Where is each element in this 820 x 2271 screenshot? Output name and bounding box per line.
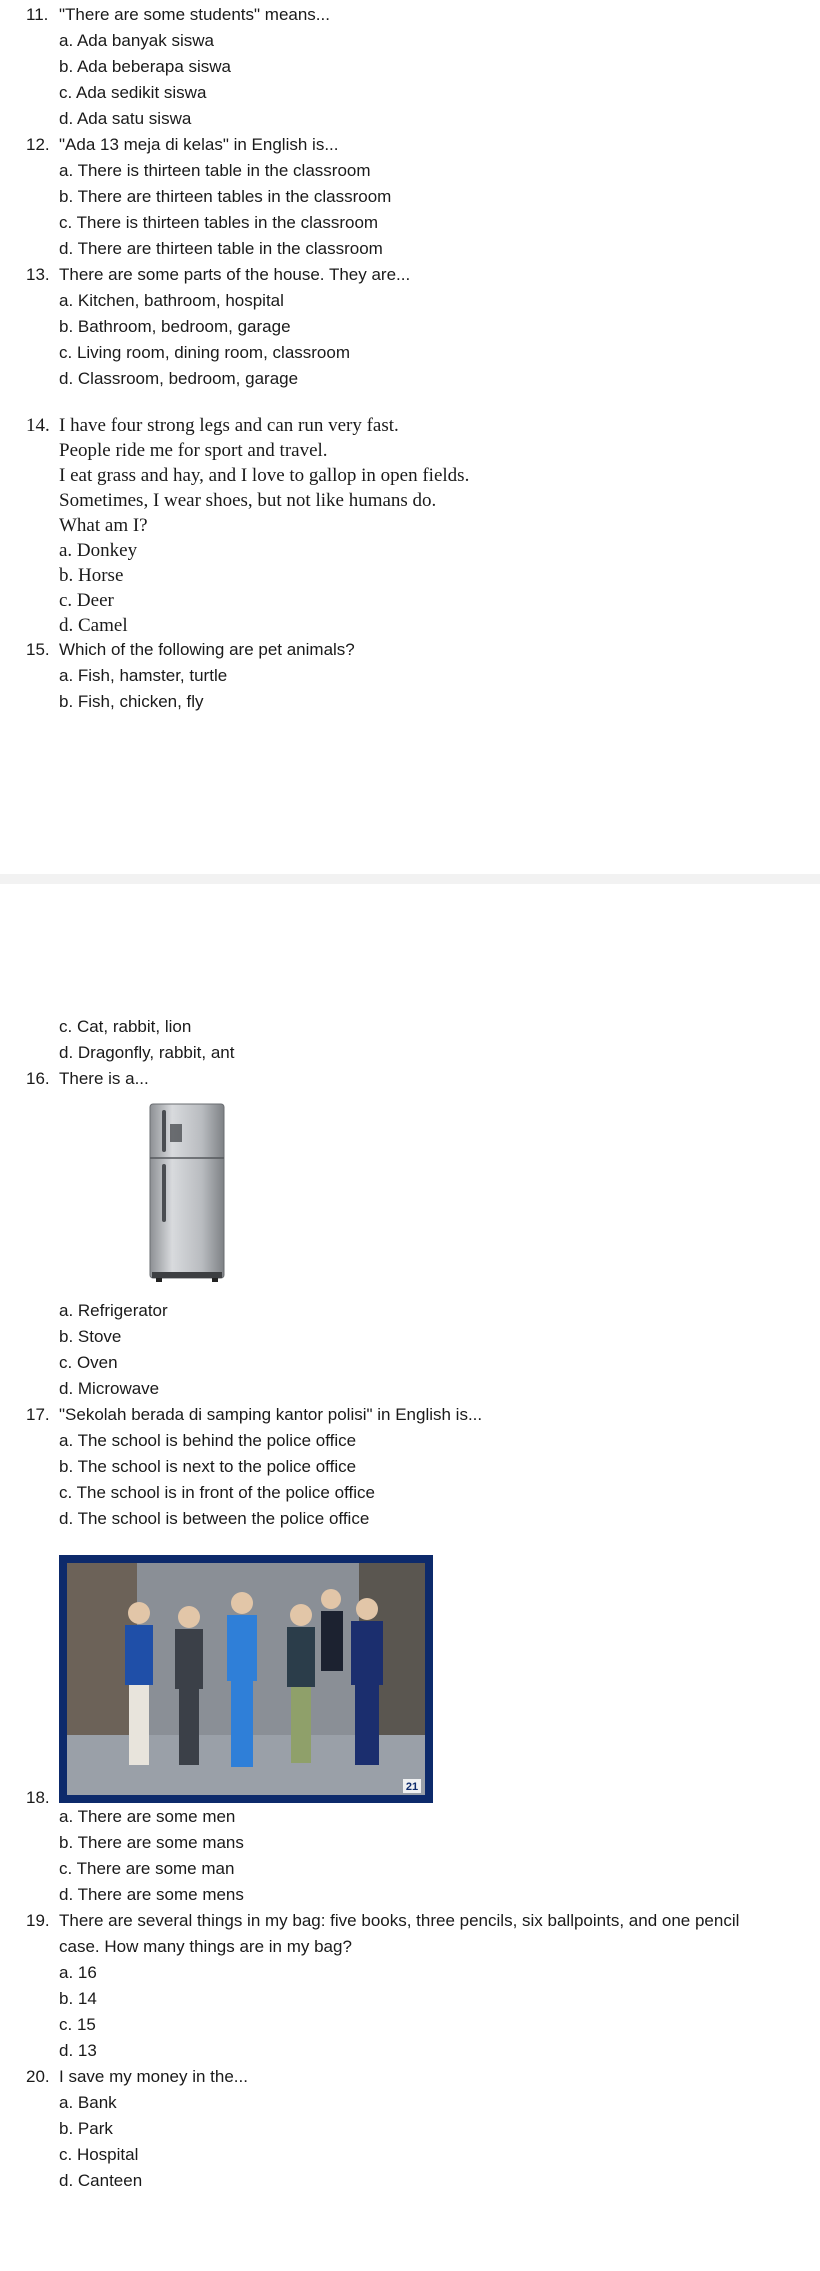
question-number: 17. [26,1405,50,1424]
option-16b: b. Stove [59,1327,122,1346]
option-13d: d. Classroom, bedroom, garage [59,369,299,388]
option-19d: d. 13 [59,2041,97,2060]
refrigerator-image [146,1102,228,1284]
option-16d: d. Microwave [59,1379,160,1398]
option-18b: b. There are some mans [59,1833,244,1852]
question-15-text: Which of the following are pet animals? [59,640,355,659]
option-11c: c. Ada sedikit siswa [59,83,207,102]
option-15b: b. Fish, chicken, fly [59,692,204,711]
question-number: 12. [26,135,50,154]
riddle-line-5: What am I? [59,515,148,536]
option-14a: a. Donkey [59,540,138,561]
riddle-line-2: People ride me for sport and travel. [59,440,328,461]
option-14d: d. Camel [59,615,128,636]
worksheet-page-2 [0,884,820,2271]
riddle-line-1: I have four strong legs and can run very fast. [59,415,399,436]
option-12b: b. There are thirteen tables in the classroom [59,187,392,206]
question-17-text: "Sekolah berada di samping kantor polisi" in English is... [59,1405,483,1424]
option-13a: a. Kitchen, bathroom, hospital [59,291,284,310]
option-17d: d. The school is between the police office [59,1509,370,1528]
option-20d: d. Canteen [59,2171,143,2190]
question-number: 20. [26,2067,50,2086]
option-17b: b. The school is next to the police office [59,1457,357,1476]
option-12d: d. There are thirteen table in the classroom [59,239,383,258]
option-19b: b. 14 [59,1989,97,2008]
option-17a: a. The school is behind the police office [59,1431,357,1450]
option-15d: d. Dragonfly, rabbit, ant [59,1043,235,1062]
question-number: 11. [26,5,49,24]
option-16a: a. Refrigerator [59,1301,168,1320]
question-19-text-line-1: There are several things in my bag: five books, three pencils, six ballpoints, and one pencil [59,1911,740,1930]
option-19c: c. 15 [59,2015,96,2034]
option-16c: c. Oven [59,1353,118,1372]
option-11b: b. Ada beberapa siswa [59,57,232,76]
option-20c: c. Hospital [59,2145,139,2164]
question-19-text-line-2: case. How many things are in my bag? [59,1937,352,1956]
option-18c: c. There are some man [59,1859,235,1878]
photo-badge: 21 [405,1781,419,1793]
option-14b: b. Horse [59,565,124,586]
option-11d: d. Ada satu siswa [59,109,192,128]
option-12c: c. There is thirteen tables in the classroom [59,213,379,232]
question-16-text: There is a... [59,1069,149,1088]
question-13-text: There are some parts of the house. They are... [59,265,411,284]
option-15a: a. Fish, hamster, turtle [59,666,228,685]
riddle-line-3: I eat grass and hay, and I love to gallop in open fields. [59,465,470,486]
question-20-text: I save my money in the... [59,2067,248,2086]
riddle-line-4: Sometimes, I wear shoes, but not like humans do. [59,490,437,511]
option-18a: a. There are some men [59,1807,236,1826]
page-break [0,874,820,884]
option-12a: a. There is thirteen table in the classroom [59,161,371,180]
question-12-text: "Ada 13 meja di kelas" in English is... [59,135,339,154]
option-15c: c. Cat, rabbit, lion [59,1017,192,1036]
question-number: 18. [26,1788,50,1807]
option-17c: c. The school is in front of the police office [59,1483,375,1502]
question-number: 15. [26,640,50,659]
option-13b: b. Bathroom, bedroom, garage [59,317,291,336]
option-18d: d. There are some mens [59,1885,244,1904]
option-19a: a. 16 [59,1963,97,1982]
question-number: 13. [26,265,50,284]
option-20a: a. Bank [59,2093,117,2112]
question-number: 16. [26,1069,50,1088]
option-20b: b. Park [59,2119,113,2138]
question-number: 19. [26,1911,50,1930]
option-11a: a. Ada banyak siswa [59,31,214,50]
worksheet-page-1 [0,0,820,874]
question-11-text: "There are some students" means... [59,5,330,24]
option-14c: c. Deer [59,590,114,611]
group-of-men-photo [59,1555,433,1803]
option-13c: c. Living room, dining room, classroom [59,343,351,362]
question-number: 14. [26,415,50,436]
